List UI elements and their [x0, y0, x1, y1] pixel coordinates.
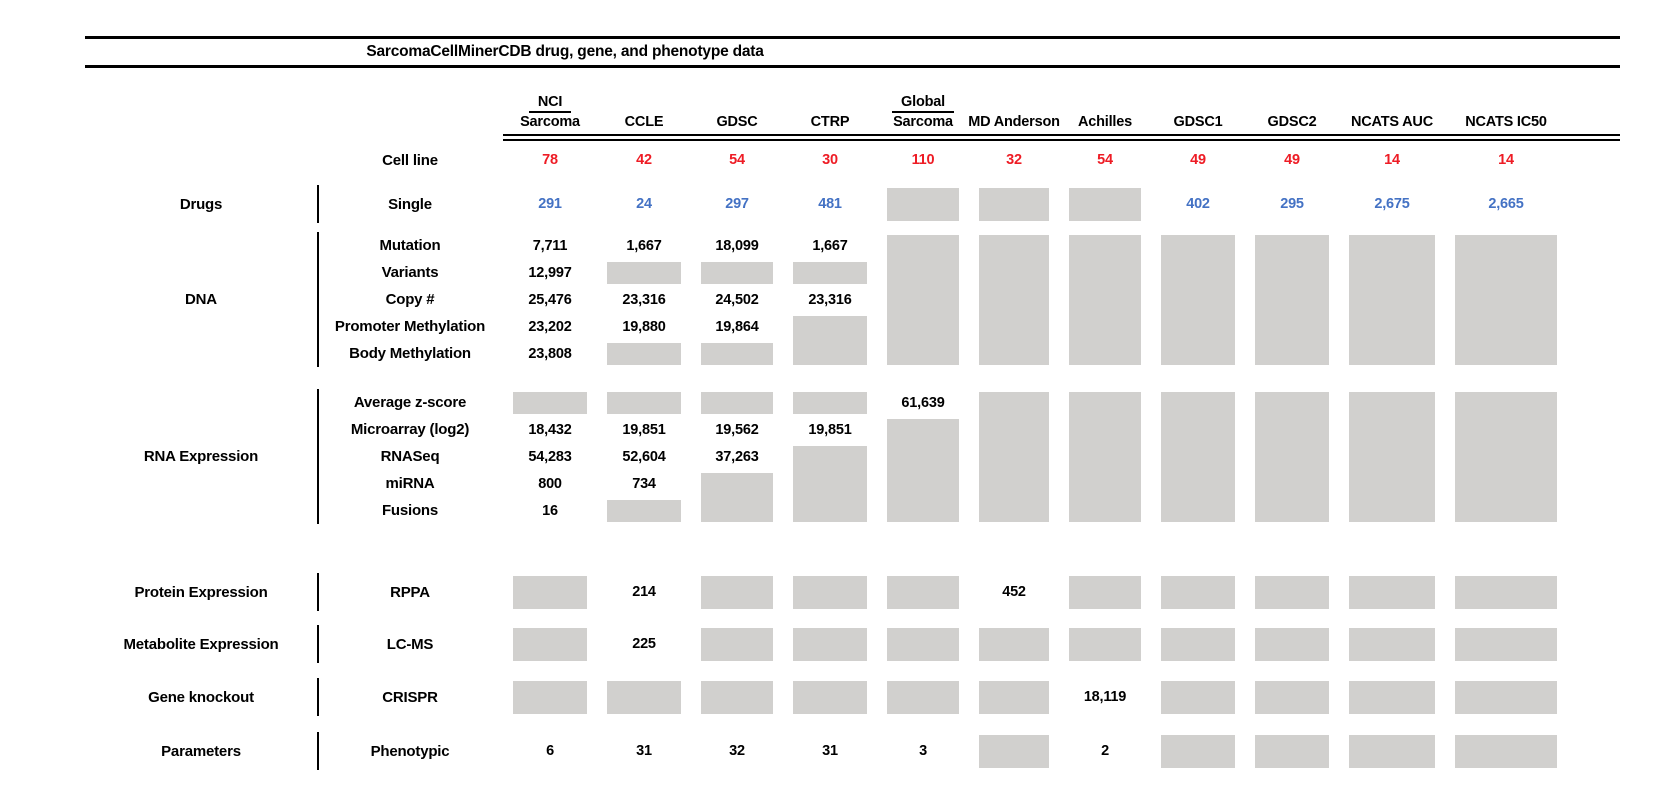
column-header-gdsc2: [1245, 94, 1339, 134]
value-cell: 6: [546, 743, 554, 759]
section-protein-expression: [85, 573, 1620, 611]
no-data-box: [607, 343, 681, 365]
value-cell: 2,665: [1488, 196, 1524, 212]
column-header-label: Achilles: [1077, 114, 1132, 130]
no-data-box: [1255, 735, 1329, 768]
column-header-top-label: Global: [892, 94, 954, 113]
no-data-box: [979, 235, 1049, 365]
value-cell: 23,316: [622, 291, 666, 308]
no-data-box: [1069, 188, 1141, 221]
value-cell: 19,851: [622, 421, 666, 438]
no-data-box: [701, 473, 773, 522]
row-label: Cell line: [382, 151, 438, 169]
value-cell: 32: [729, 743, 745, 759]
no-data-box: [701, 681, 773, 714]
no-data-box: [701, 262, 773, 284]
value-cell: 481: [818, 196, 842, 212]
no-data-box: [1455, 235, 1557, 365]
column-header-ncats-auc: [1339, 94, 1445, 134]
value-cell: 23,316: [808, 291, 852, 308]
value-cell: 23,808: [528, 345, 572, 362]
row-label: Phenotypic: [370, 742, 450, 760]
section-label: Gene knockout: [148, 688, 254, 706]
row-label: RNASeq: [380, 448, 440, 465]
value-cell: 297: [725, 196, 749, 212]
no-data-box: [979, 681, 1049, 714]
value-cell: 14: [1384, 152, 1400, 168]
value-cell: 54: [729, 152, 745, 168]
no-data-box: [1349, 235, 1435, 365]
table-body: [85, 147, 1620, 770]
value-cell: 734: [632, 475, 656, 492]
value-cell: 3: [919, 743, 927, 759]
no-data-box: [793, 628, 867, 661]
no-data-box: [1161, 576, 1235, 609]
column-header-label: Sarcoma: [893, 114, 953, 130]
section-gene-knockout: [85, 678, 1620, 716]
value-cell: 52,604: [622, 448, 666, 465]
no-data-box: [607, 681, 681, 714]
row-label: Microarray (log2): [350, 421, 470, 438]
column-header-sarcoma: [503, 94, 597, 134]
no-data-box: [1349, 628, 1435, 661]
value-cell: 402: [1186, 196, 1210, 212]
value-cell: 23,202: [528, 318, 572, 335]
row-label: Mutation: [379, 237, 441, 254]
section-label: Protein Expression: [134, 583, 268, 601]
no-data-box: [1349, 735, 1435, 768]
no-data-box: [1161, 628, 1235, 661]
column-header-label: Sarcoma: [520, 114, 580, 130]
row-label: Fusions: [381, 502, 439, 519]
no-data-box: [979, 628, 1049, 661]
section-dna: [85, 232, 1620, 367]
column-header-label: GDSC1: [1173, 114, 1223, 130]
row-label: Variants: [381, 264, 439, 281]
row-label: LC-MS: [386, 635, 434, 653]
value-cell: 30: [822, 152, 838, 168]
value-cell: 800: [538, 475, 562, 492]
no-data-box: [1455, 628, 1557, 661]
column-header-gdsc1: [1151, 94, 1245, 134]
no-data-box: [793, 262, 867, 284]
value-cell: 14: [1498, 152, 1514, 168]
value-cell: 1,667: [812, 237, 848, 254]
column-headers: [85, 94, 1620, 141]
section-label: RNA Expression: [143, 448, 259, 465]
column-header-label: NCATS IC50: [1465, 114, 1547, 130]
no-data-box: [1255, 576, 1329, 609]
section-label: DNA: [185, 291, 217, 308]
no-data-box: [607, 392, 681, 414]
value-cell: 18,119: [1083, 689, 1127, 705]
no-data-box: [513, 392, 587, 414]
no-data-box: [887, 419, 959, 522]
no-data-box: [1255, 235, 1329, 365]
no-data-box: [979, 735, 1049, 768]
no-data-box: [793, 681, 867, 714]
no-data-box: [1455, 576, 1557, 609]
no-data-box: [1161, 392, 1235, 522]
value-cell: 295: [1280, 196, 1304, 212]
value-cell: 2,675: [1374, 196, 1410, 212]
header-double-rule: [503, 134, 1620, 141]
no-data-box: [979, 188, 1049, 221]
row-label: Single: [388, 195, 432, 213]
value-cell: 19,864: [715, 318, 759, 335]
section-cell-line: [85, 147, 1620, 173]
value-cell: 19,880: [622, 318, 666, 335]
table-wrap: [85, 36, 1620, 770]
row-label: miRNA: [385, 475, 435, 492]
no-data-box: [979, 392, 1049, 522]
no-data-box: [1069, 392, 1141, 522]
value-cell: 110: [911, 152, 935, 168]
row-label: Body Methylation: [349, 345, 471, 362]
no-data-box: [887, 576, 959, 609]
value-cell: 54,283: [528, 448, 572, 465]
no-data-box: [1349, 681, 1435, 714]
column-header-label: GDSC2: [1267, 114, 1317, 130]
no-data-box: [793, 392, 867, 414]
section-metabolite-expression: [85, 625, 1620, 663]
no-data-box: [701, 576, 773, 609]
no-data-box: [1455, 392, 1557, 522]
column-header-gdsc: [691, 94, 783, 134]
row-label: Copy #: [385, 291, 435, 308]
value-cell: 12,997: [528, 264, 572, 281]
row-label: Average z-score: [353, 394, 467, 411]
no-data-box: [793, 316, 867, 365]
no-data-box: [701, 343, 773, 365]
title-band: [85, 36, 1620, 68]
row-label: CRISPR: [382, 688, 438, 706]
no-data-box: [701, 392, 773, 414]
value-cell: 214: [632, 584, 656, 600]
no-data-box: [1161, 681, 1235, 714]
no-data-box: [513, 576, 587, 609]
value-cell: 16: [542, 502, 558, 519]
value-cell: 18,432: [528, 421, 572, 438]
no-data-box: [793, 576, 867, 609]
column-header-ncats-ic50: [1445, 94, 1567, 134]
no-data-box: [887, 188, 959, 221]
value-cell: 291: [538, 196, 562, 212]
value-cell: 2: [1101, 743, 1109, 759]
value-cell: 37,263: [715, 448, 759, 465]
no-data-box: [1255, 628, 1329, 661]
no-data-box: [701, 628, 773, 661]
value-cell: 54: [1097, 152, 1113, 168]
value-cell: 24,502: [715, 291, 759, 308]
value-cell: 42: [636, 152, 652, 168]
value-cell: 19,562: [715, 421, 759, 438]
value-cell: 49: [1190, 152, 1206, 168]
section-parameters: [85, 732, 1620, 770]
no-data-box: [607, 500, 681, 522]
column-header-ctrp: [783, 94, 877, 134]
value-cell: 31: [636, 743, 652, 759]
no-data-box: [1349, 392, 1435, 522]
section-rna-expression: [85, 389, 1620, 524]
row-label: Promoter Methylation: [334, 318, 486, 335]
value-cell: 61,639: [901, 394, 945, 411]
value-cell: 25,476: [528, 291, 572, 308]
no-data-box: [793, 446, 867, 522]
column-header-md-anderson: [969, 94, 1059, 134]
figure-title: SarcomaCellMinerCDB drug, gene, and phenotype data: [366, 43, 764, 60]
column-header-label: MD Anderson: [968, 114, 1060, 130]
section-label: Parameters: [161, 742, 241, 760]
column-header-label: NCATS AUC: [1351, 114, 1433, 130]
row-label: RPPA: [390, 583, 430, 601]
column-header-sarcoma: [877, 94, 969, 134]
no-data-box: [1255, 681, 1329, 714]
value-cell: 78: [542, 152, 558, 168]
column-header-top-label: NCI: [529, 94, 571, 113]
no-data-box: [1349, 576, 1435, 609]
column-header-label: CCLE: [624, 114, 664, 130]
no-data-box: [887, 628, 959, 661]
value-cell: 225: [632, 636, 656, 652]
value-cell: 452: [1002, 584, 1026, 600]
column-header-ccle: [597, 94, 691, 134]
column-header-label: GDSC: [716, 114, 758, 130]
no-data-box: [1069, 628, 1141, 661]
no-data-box: [1455, 681, 1557, 714]
no-data-box: [1161, 735, 1235, 768]
section-drugs: [85, 185, 1620, 223]
value-cell: 31: [822, 743, 838, 759]
column-header-achilles: [1059, 94, 1151, 134]
no-data-box: [1069, 576, 1141, 609]
value-cell: 49: [1284, 152, 1300, 168]
section-label: Metabolite Expression: [123, 635, 279, 653]
section-label: Drugs: [179, 195, 223, 213]
value-cell: 7,711: [532, 237, 568, 254]
value-cell: 18,099: [715, 237, 759, 254]
no-data-box: [1455, 735, 1557, 768]
no-data-box: [1255, 392, 1329, 522]
no-data-box: [1161, 235, 1235, 365]
no-data-box: [607, 262, 681, 284]
value-cell: 1,667: [626, 237, 662, 254]
value-cell: 24: [636, 196, 652, 212]
no-data-box: [513, 681, 587, 714]
no-data-box: [513, 628, 587, 661]
column-header-label: CTRP: [810, 114, 850, 130]
value-cell: 32: [1006, 152, 1022, 168]
no-data-box: [887, 681, 959, 714]
no-data-box: [887, 235, 959, 365]
value-cell: 19,851: [808, 421, 852, 438]
no-data-box: [1069, 235, 1141, 365]
